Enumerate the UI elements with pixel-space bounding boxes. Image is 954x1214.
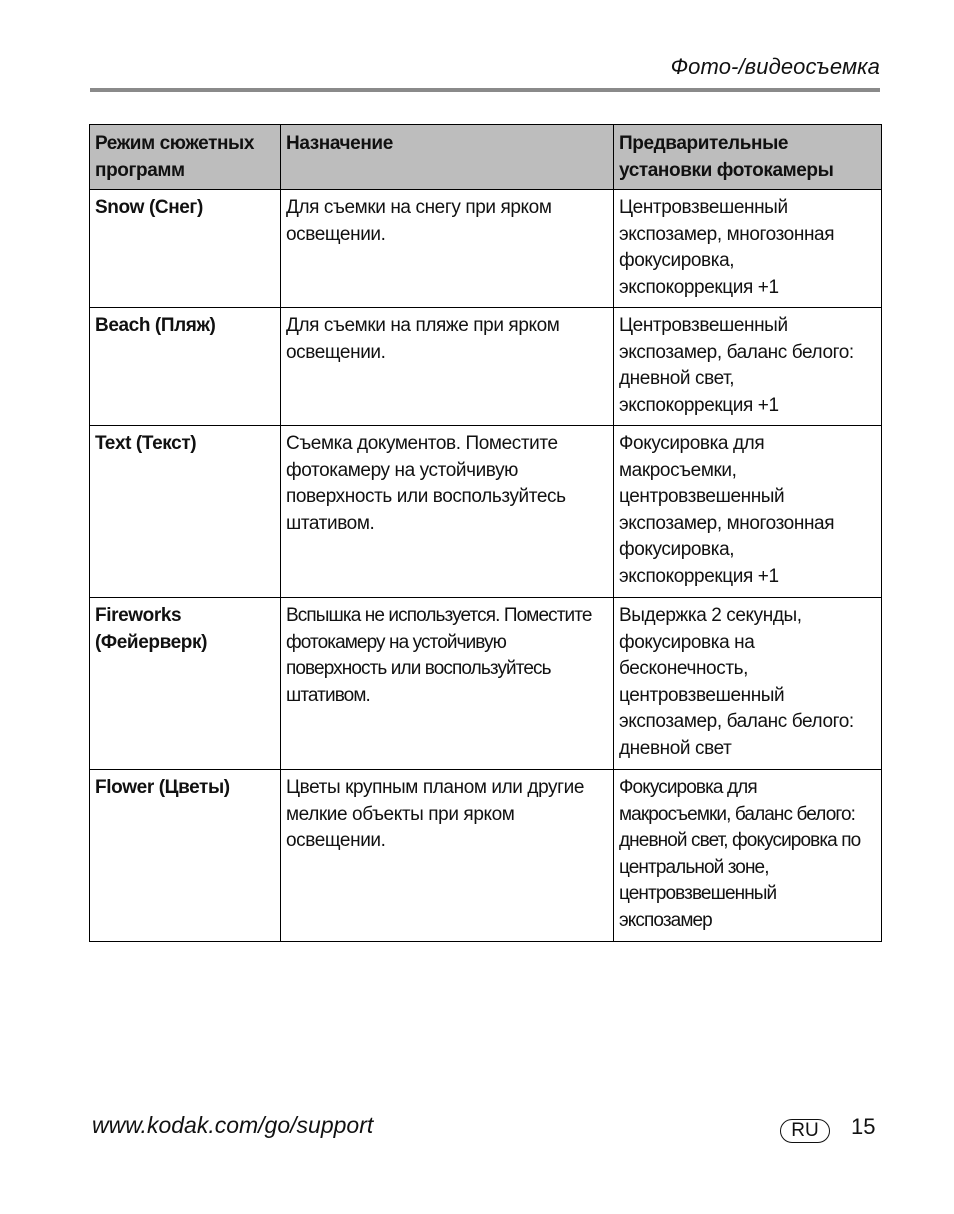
table-row (90, 598, 882, 770)
mode-cell: Fireworks (Фейерверк) (90, 598, 281, 770)
settings-cell: Центровзвешенный экспозамер, многозонная фокусировка, экспокоррекция +1 (614, 190, 882, 308)
table-row (90, 426, 882, 598)
support-url[interactable]: www.kodak.com/go/support (92, 1112, 374, 1138)
mode-cell: Flower (Цветы) (90, 770, 281, 942)
purpose-cell: Для съемки на пляже при ярком освещении. (281, 308, 614, 426)
settings-cell: Центровзвешенный экспозамер, баланс белого: дневной свет, экспокоррекция +1 (614, 308, 882, 426)
purpose-cell: Цветы крупным планом или другие мелкие объекты при ярком освещении. (281, 770, 614, 942)
column-header-purpose: Назначение (281, 125, 614, 190)
settings-cell: Фокусировка для макросъемки, центровзвешенный экспозамер, многозонная фокусировка, экспокоррекция +1 (614, 426, 882, 598)
purpose-cell: Вспышка не используется. Поместите фотокамеру на устойчивую поверхность или воспользуйтесь штативом. (281, 598, 614, 770)
mode-cell: Text (Текст) (90, 426, 281, 598)
header-rule (90, 88, 880, 92)
table-header-row (90, 125, 882, 190)
section-title: Фото-/видеосъемка (670, 54, 880, 79)
table-row (90, 770, 882, 942)
table-row (90, 308, 882, 426)
language-badge: RU (780, 1119, 830, 1143)
page-number: 15 (851, 1114, 876, 1139)
settings-cell: Фокусировка для макросъемки, баланс белого: дневной свет, фокусировка по центральной зоне, центровзвешенный экспозамер (614, 770, 882, 942)
column-header-settings: Предварительные установки фотокамеры (614, 125, 882, 190)
mode-cell: Snow (Снег) (90, 190, 281, 308)
purpose-cell: Для съемки на снегу при ярком освещении. (281, 190, 614, 308)
purpose-cell: Съемка документов. Поместите фотокамеру на устойчивую поверхность или воспользуйтесь штативом. (281, 426, 614, 598)
table-row (90, 190, 882, 308)
column-header-mode: Режим сюжетных программ (90, 125, 281, 190)
scene-modes-table (89, 124, 882, 942)
mode-cell: Beach (Пляж) (90, 308, 281, 426)
settings-cell: Выдержка 2 секунды, фокусировка на бесконечность, центровзвешенный экспозамер, баланс белого: дневной свет (614, 598, 882, 770)
